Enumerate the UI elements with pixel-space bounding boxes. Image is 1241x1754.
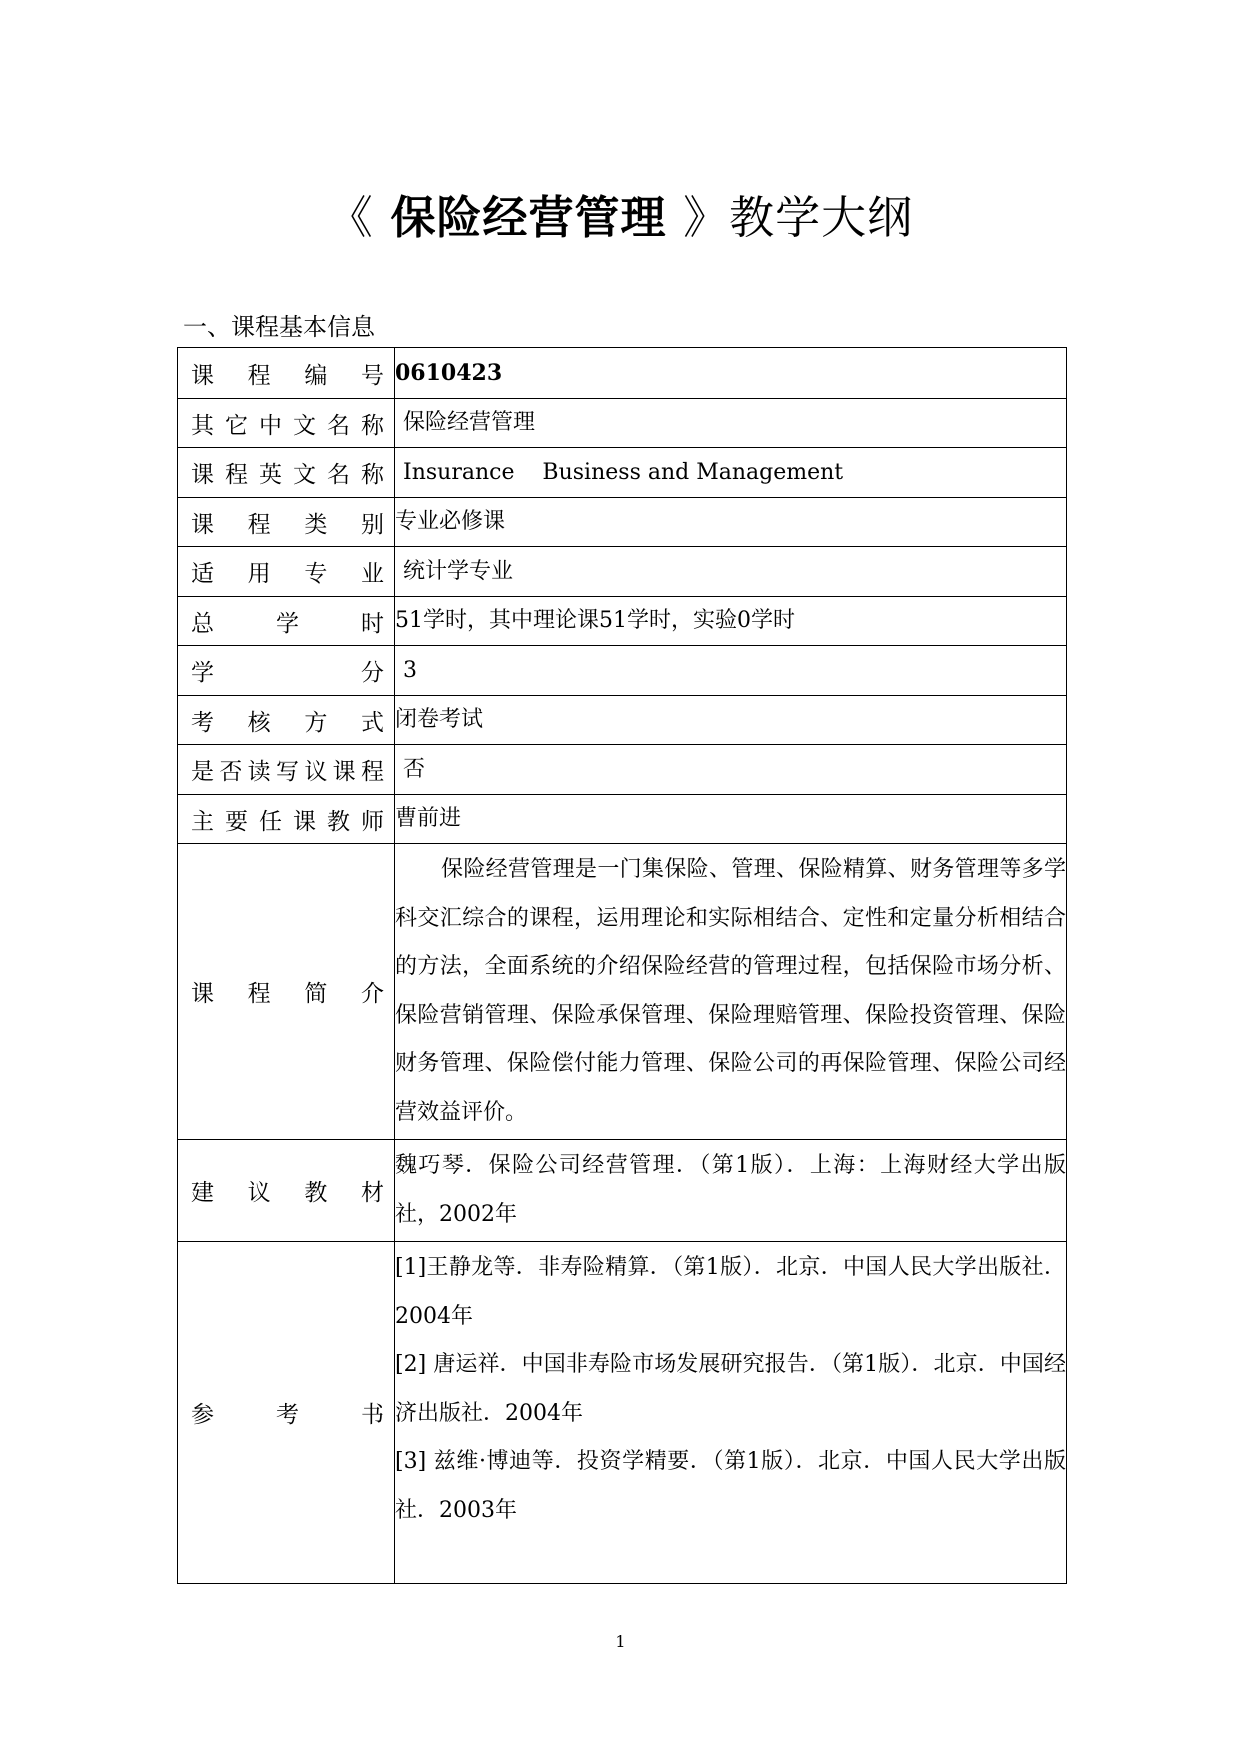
- row-value-cell: [395, 844, 1067, 1140]
- title-open-bracket: 《: [327, 191, 374, 244]
- row-label-cell: [178, 696, 395, 745]
- label-char: 别: [360, 511, 384, 538]
- table-row: [178, 646, 1067, 696]
- row-value-cell: [395, 745, 1067, 795]
- label-char: 写: [275, 759, 299, 785]
- row-label-cell: [178, 745, 395, 795]
- table-row: [178, 547, 1067, 597]
- course-intro-text: 保险经营管理是一门集保险、管理、保险精算、财务管理等多学科交汇综合的课程，运用理论和实际相结合、定性和定量分析相结合的方法，全面系统的介绍保险经营的管理过程，包括保险市场分析、保险营销管理、保险承保管理、保险理赔管理、保险投资管理、保险财务管理、保险偿付能力管理、保险公司的再保险管理、保险公司经营效益评价。: [395, 857, 1066, 1125]
- document-title: [0, 188, 1241, 248]
- reference-item: [1]王静龙等．非寿险精算．（第1版）．北京．中国人民大学出版社．2004年: [395, 1255, 1066, 1329]
- row-label: [178, 506, 394, 539]
- label-char: 名: [327, 412, 350, 439]
- row-label-cell: [178, 844, 395, 1140]
- total-hours-value: 51学时，其中理论课51学时，实验0学时: [395, 608, 795, 633]
- label-char: 方: [304, 709, 328, 736]
- label-char: 英: [259, 462, 282, 488]
- label-char: 编: [304, 362, 328, 389]
- label-char: 简: [304, 981, 328, 1007]
- label-char: 是: [191, 759, 214, 785]
- label-char: 任: [259, 808, 282, 835]
- label-char: 核: [247, 709, 271, 736]
- table-row: [178, 1140, 1067, 1242]
- label-char: 要: [225, 808, 248, 835]
- label-char: 式: [360, 709, 384, 736]
- title-course-name: 保险经营管理: [373, 191, 684, 244]
- label-char: 时: [361, 610, 384, 637]
- row-label-cell: [178, 597, 395, 646]
- label-char: 适: [191, 561, 214, 587]
- writing-course-value: 否: [403, 756, 426, 782]
- label-char: 课: [191, 981, 214, 1007]
- label-char: 课: [191, 462, 214, 488]
- row-label: [178, 753, 394, 786]
- row-value-cell: [395, 448, 1067, 498]
- label-char: 课: [332, 759, 356, 785]
- table-row: [178, 795, 1067, 844]
- table-row: [178, 1242, 1067, 1584]
- chinese-name-value: 保险经营管理: [403, 410, 536, 435]
- row-value-cell: [395, 646, 1067, 696]
- row-label: [178, 456, 394, 489]
- row-label-cell: [178, 547, 395, 597]
- label-char: 材: [360, 1180, 384, 1206]
- row-value-cell: [395, 1242, 1067, 1584]
- reference-item: [2] 唐运祥．中国非寿险市场发展研究报告．（第1版）．北京．中国经济出版社．2004年: [395, 1352, 1066, 1426]
- english-name-value: Insurance Business and Management: [403, 459, 844, 485]
- row-value-cell: [395, 547, 1067, 597]
- label-char: 议: [247, 1180, 271, 1206]
- label-char: 它: [225, 412, 248, 439]
- title-close-bracket: 》: [683, 191, 730, 244]
- label-char: 介: [360, 981, 384, 1007]
- title-suffix: 教学大纲: [729, 191, 914, 244]
- label-char: 程: [360, 759, 384, 785]
- textbook-text: 魏巧琴．保险公司经营管理．（第1版）．上海：上海财经大学出版社，2002年: [395, 1153, 1066, 1227]
- label-char: 总: [191, 610, 214, 637]
- row-label: [178, 1174, 394, 1207]
- table-row: [178, 348, 1067, 399]
- label-char: 用: [247, 561, 271, 587]
- table-row: [178, 745, 1067, 795]
- major-value: 统计学专业: [403, 558, 514, 584]
- label-char: 名: [327, 462, 350, 488]
- label-char: 其: [191, 412, 214, 439]
- table-row: [178, 498, 1067, 547]
- table-row: [178, 696, 1067, 745]
- row-value-cell: [395, 597, 1067, 646]
- row-label: [178, 1396, 394, 1429]
- row-label: [178, 407, 394, 440]
- label-char: 程: [247, 981, 271, 1007]
- course-code-value: 0610423: [395, 360, 503, 386]
- label-char: 建: [191, 1180, 214, 1206]
- label-char: 书: [361, 1402, 384, 1428]
- course-info-table: [177, 347, 1067, 1584]
- row-value-cell: [395, 498, 1067, 547]
- label-char: 程: [247, 362, 271, 389]
- assessment-value: 闭卷考试: [395, 707, 484, 732]
- label-char: 课: [191, 511, 214, 538]
- label-char: 课: [191, 362, 214, 389]
- label-char: 师: [361, 808, 384, 835]
- label-char: 程: [247, 511, 271, 538]
- page-number: 1: [615, 1632, 626, 1651]
- label-char: 主: [191, 808, 214, 835]
- course-info-table-body: [178, 348, 1067, 1584]
- row-label: [178, 704, 394, 737]
- row-label-cell: [178, 1242, 395, 1584]
- course-type-value: 专业必修课: [395, 509, 506, 534]
- label-char: 分: [361, 660, 384, 686]
- row-value-cell: [395, 399, 1067, 448]
- row-label: [178, 654, 394, 687]
- label-char: 教: [327, 808, 350, 835]
- row-label-cell: [178, 795, 395, 844]
- row-value-cell: [395, 348, 1067, 399]
- row-label: [178, 803, 394, 836]
- section-heading: 一、课程基本信息: [183, 313, 375, 341]
- row-label-cell: [178, 348, 395, 399]
- label-char: 程: [225, 462, 248, 488]
- label-char: 否: [219, 759, 243, 785]
- label-char: 专: [304, 561, 328, 587]
- row-label: [178, 357, 394, 390]
- row-value-cell: [395, 1140, 1067, 1242]
- row-label-cell: [178, 448, 395, 498]
- teacher-value: 曹前进: [395, 806, 462, 831]
- credits-value: 3: [403, 657, 417, 683]
- row-label-cell: [178, 1140, 395, 1242]
- label-char: 教: [304, 1180, 328, 1206]
- label-char: 学: [191, 660, 214, 686]
- label-char: 考: [276, 1402, 299, 1428]
- label-char: 业: [360, 561, 384, 587]
- row-value-cell: [395, 795, 1067, 844]
- reference-item: [3] 兹维·博迪等．投资学精要．（第1版）．北京．中国人民大学出版社．2003年: [395, 1449, 1066, 1523]
- table-row: [178, 448, 1067, 498]
- table-row: [178, 597, 1067, 646]
- label-char: 文: [293, 412, 316, 439]
- row-value-cell: [395, 696, 1067, 745]
- label-char: 读: [247, 759, 271, 785]
- label-char: 称: [361, 462, 384, 488]
- label-char: 议: [304, 759, 328, 785]
- label-char: 课: [293, 808, 316, 835]
- row-label: [178, 555, 394, 588]
- label-char: 考: [191, 709, 214, 736]
- row-label: [178, 975, 394, 1008]
- label-char: 称: [361, 412, 384, 439]
- label-char: 参: [191, 1402, 214, 1428]
- label-char: 学: [276, 610, 299, 637]
- row-label-cell: [178, 399, 395, 448]
- label-char: 类: [304, 511, 328, 538]
- label-char: 文: [293, 462, 316, 488]
- row-label-cell: [178, 498, 395, 547]
- table-row: [178, 399, 1067, 448]
- row-label: [178, 605, 394, 638]
- label-char: 中: [259, 412, 282, 439]
- row-label-cell: [178, 646, 395, 696]
- label-char: 号: [360, 362, 384, 389]
- table-row: [178, 844, 1067, 1140]
